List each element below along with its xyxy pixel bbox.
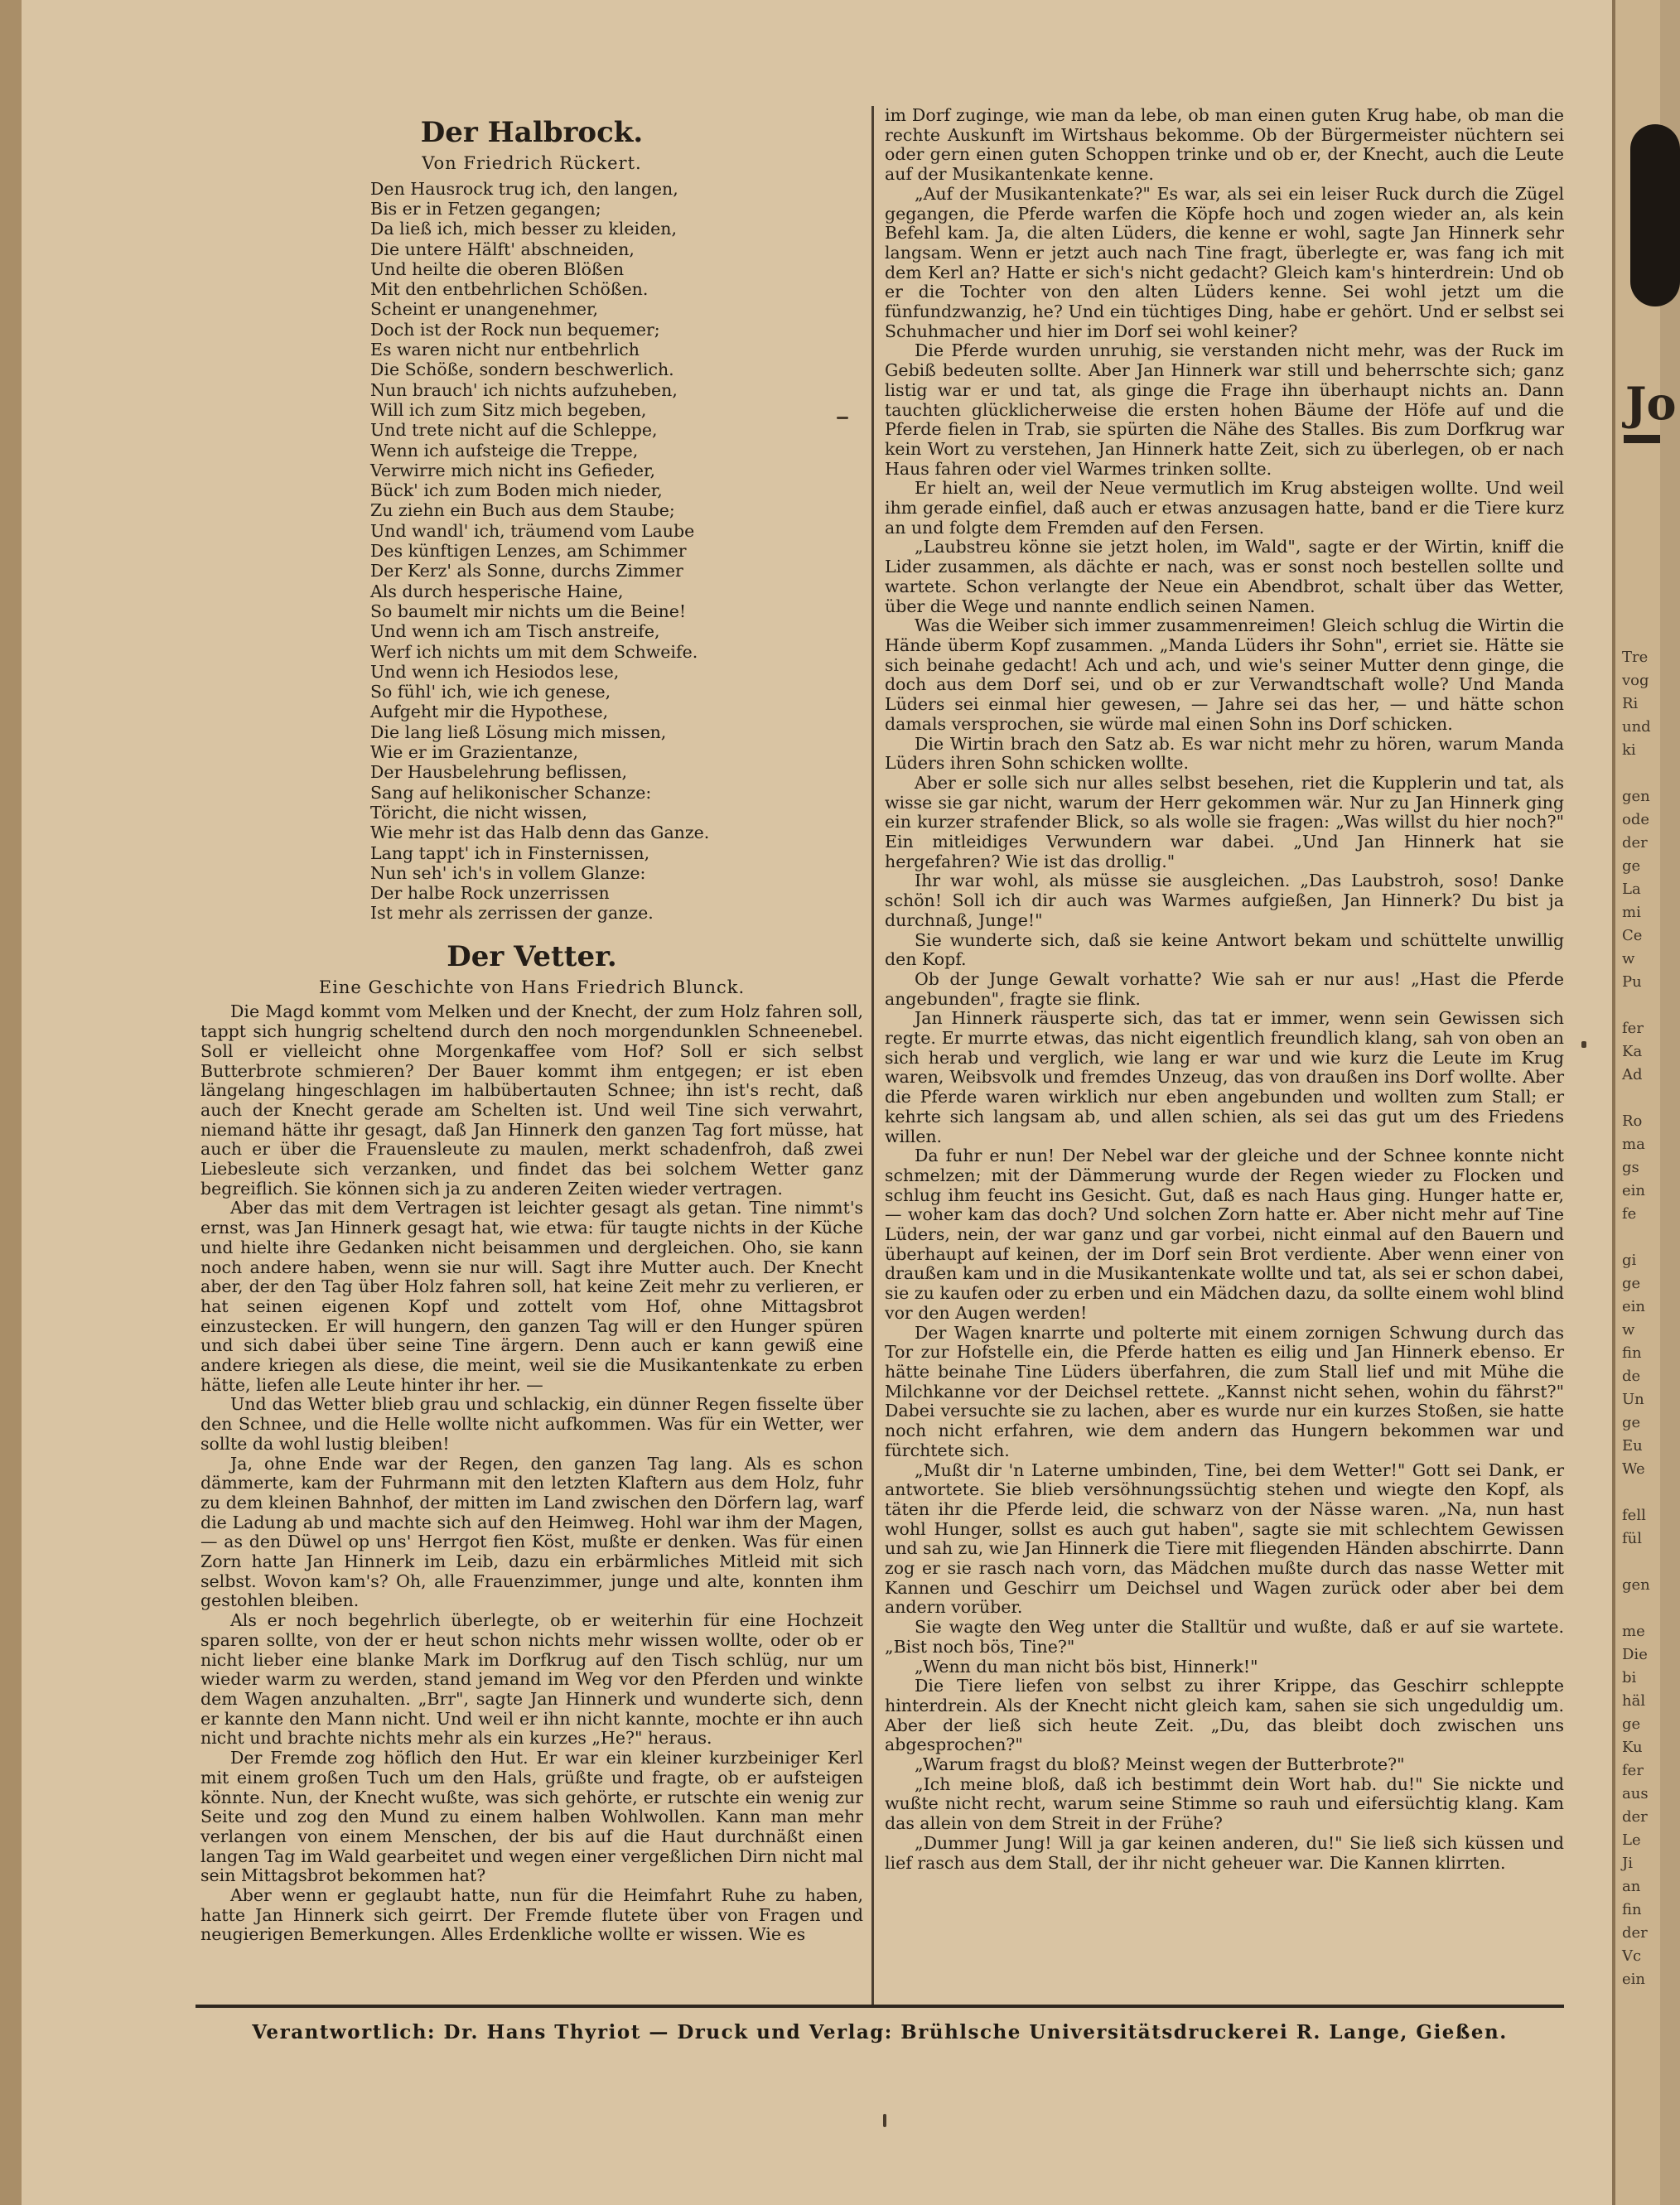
adjacent-page-fragment: ma <box>1622 1136 1645 1153</box>
adjacent-page-fragment: Ro <box>1622 1112 1643 1130</box>
story-paragraph: Da fuhr er nun! Der Nebel war der gleiche und der Schnee konnte nicht schmelzen; mit der Dämmerung wurde der Regen wieder zu Flocken und schlug ihm feucht ins Gesicht. Gut, daß es nach Haus ging. Hunger hatte er, — woher kam das doch? Und solchen Zorn hatte er. Aber nicht mehr auf Tine Lüders, nein, der war ganz und gar vorbei, nicht einmal auf den Bauern und überhaupt auf keinen, der im Dorf sein Brot verdiente. Aber wenn einer von draußen kam und in die Musikantenkate wollte und tat, als sei er schon dabei, sie zu kaufen oder zu erben und ein Mädchen dazu, da sollte einem wohl blind vor den Augen werden! <box>885 1146 1564 1323</box>
adjacent-page-fragment: fell <box>1622 1507 1646 1524</box>
poem-line: Sang auf helikonischer Schanze: <box>370 782 652 803</box>
adjacent-page-fragment: ein <box>1622 1971 1646 1988</box>
poem-line: Und trete nicht auf die Schleppe, <box>370 420 658 441</box>
adjacent-page-fragment: der <box>1622 834 1648 852</box>
poem-line: Die lang ließ Lösung mich missen, <box>370 721 667 742</box>
poem-line: Mit den entbehrlichen Schößen. <box>370 279 649 300</box>
adjacent-page-rule <box>1624 435 1660 443</box>
left-column <box>200 106 863 1945</box>
story-paragraph: Ob der Junge Gewalt vorhatte? Wie sah er nur aus! „Hast die Pferde angebunden", fragte sie flink. <box>885 968 1564 1009</box>
poem-line: Der halbe Rock unzerrissen <box>370 883 610 904</box>
adjacent-page-text-fragments <box>1622 646 1658 1991</box>
column-divider <box>871 106 874 2005</box>
story-paragraph: Die Wirtin brach den Satz ab. Es war nicht mehr zu hören, warum Manda Lüders ihren Sohn schicken wollte. <box>885 733 1564 774</box>
adjacent-page-fragment: Vc <box>1622 1947 1642 1965</box>
story-paragraph: Die Tiere liefen von selbst zu ihrer Krippe, das Geschirr schleppte hinterdrein. Als der Knecht nicht gleich kam, sahen sie sich ungeduldig um. Aber der ließ sich heute Zeit. „Du, das bleibt doch zwischen uns abgesprochen?" <box>885 1676 1564 1755</box>
adjacent-page-fragment: Tre <box>1622 649 1649 666</box>
story-paragraph: Ihr war wohl, als müsse sie ausgleichen. „Das Laubstroh, soso! Danke schön! Soll ich dir auch was Warmes aufgießen, Jan Hinnerk? Du bist ja durchnaß, Junge!" <box>885 871 1564 930</box>
adjacent-page-fragment: aus <box>1622 1785 1649 1802</box>
story-byline: Eine Geschichte von Hans Friedrich Blunck. <box>318 977 746 997</box>
adjacent-page-fragment: häl <box>1622 1692 1646 1710</box>
adjacent-page-fragment: ge <box>1622 1715 1641 1733</box>
adjacent-page-fragment: fin <box>1622 1344 1642 1362</box>
poem-line: So baumelt mir nichts um die Beine! <box>370 601 687 621</box>
adjacent-page-fragment: Le <box>1622 1831 1641 1849</box>
story-paragraph: Sie wunderte sich, daß sie keine Antwort bekam und schüttelte unwillig den Kopf. <box>885 929 1564 970</box>
poem-byline: Von Friedrich Rückert. <box>422 153 642 173</box>
poem-line: So fühl' ich, wie ich genese, <box>370 682 611 702</box>
story-paragraph: Aber er solle sich nur alles selbst besehen, riet die Kupplerin und tat, als wisse sie gar nicht, warum der Herr gekommen wär. Nur zu Jan Hinnerk ging ein kurzer strafender Blick, so als wolle sie fragen: „Was willst du hier noch?" Ein mitleidiges Verwundern war dabei. „Und Jan Hinnerk hat sie hergefahren? Wie ist das drollig." <box>885 772 1564 871</box>
adjacent-page-fragment: gi <box>1622 1252 1637 1269</box>
poem-line: Zu ziehn ein Buch aus dem Staube; <box>370 500 675 521</box>
print-speck <box>837 417 848 419</box>
poem-line: Nun brauch' ich nichts aufzuheben, <box>370 379 678 400</box>
story-paragraph: Jan Hinnerk räusperte sich, das tat er immer, wenn sein Gewissen sich regte. Er murrte etwas, das nicht eigentlich freundlich klang, sah von oben an sich herab und verglich, wie lang er war und wie kurz die Leute im Krug waren, Weibsvolk und fremdes Unzeug, das von draußen ins Dorf wollte. Aber die Pferde waren wirklich nur eben angebunden und wollten zum Stall; er kehrte sich langsam ab, und allen schien, als sei das gut um des Friedens willen. <box>885 1008 1564 1146</box>
adjacent-page-heading: Jo <box>1625 377 1677 430</box>
adjacent-page-edge <box>1612 0 1677 2205</box>
adjacent-page-fragment: Ka <box>1622 1043 1643 1060</box>
adjacent-page-fragment: Ri <box>1622 695 1639 712</box>
adjacent-page-fragment: Ad <box>1622 1066 1643 1083</box>
adjacent-page-fragment: vog <box>1622 672 1649 689</box>
print-speck <box>1581 1041 1586 1048</box>
poem-line: Will ich zum Sitz mich begeben, <box>370 399 647 420</box>
adjacent-page-fragment: mi <box>1622 904 1641 921</box>
right-column <box>885 106 1564 1873</box>
poem-line: Wie mehr ist das Halb denn das Ganze. <box>370 823 710 843</box>
adjacent-page-fragment: La <box>1622 881 1641 898</box>
adjacent-page-fragment: ge <box>1622 857 1641 875</box>
poem-line: Den Hausrock trug ich, den langen, <box>370 178 678 199</box>
story-right-body <box>885 185 1564 1873</box>
story-paragraph: Sie wagte den Weg unter die Stalltür und wußte, daß er auf sie wartete. „Bist noch bös, Tine?" <box>885 1617 1564 1657</box>
story-paragraph: Und das Wetter blieb grau und schlackig, ein dünner Regen fisselte über den Schnee, und die Helle wollte nicht aufkommen. Was für ein Wetter, wer sollte da wohl lustig bleiben! <box>200 1394 863 1454</box>
poem-line: Scheint er unangenehmer, <box>370 299 599 320</box>
poem-line: Des künftigen Lenzes, am Schimmer <box>370 541 687 562</box>
story-paragraph: „Dummer Jung! Will ja gar keinen anderen, du!" Sie ließ sich küssen und lief rasch aus dem Stall, der ihr nicht geheuer war. Die Kannen klirrten. <box>885 1832 1564 1873</box>
adjacent-page-fragment: fin <box>1622 1901 1642 1918</box>
adjacent-page-fragment: ein <box>1622 1182 1646 1199</box>
poem-line: Verwirre mich nicht ins Gefieder, <box>370 460 656 480</box>
adjacent-page-fragment <box>1622 762 1658 785</box>
story-paragraph: „Laubstreu könne sie jetzt holen, im Wald", sagte er der Wirtin, kniff die Lider zusammen, als dächte er nach, was er sonst noch bestellen sollte und wartete. Schon verlangte der Neue ein Abendbrot, schalt über das Wetter, über die Wege und nannte endlich seinen Namen. <box>885 537 1564 616</box>
adjacent-page-fragment <box>1622 1551 1658 1574</box>
poem-line: Ist mehr als zerrissen der ganze. <box>370 903 654 924</box>
story-paragraph: „Warum fragst du bloß? Meinst wegen der Butterbrote?" <box>915 1754 1405 1775</box>
adjacent-page-fragment: Un <box>1622 1391 1644 1408</box>
adjacent-page-ink-mark <box>1630 124 1680 306</box>
adjacent-page-fragment: fül <box>1622 1530 1643 1547</box>
print-speck <box>883 2114 886 2127</box>
poem-line: Wie er im Grazientanze, <box>370 742 579 763</box>
story-paragraph: Aber wenn er geglaubt hatte, nun für die Heimfahrt Ruhe zu haben, hatte Jan Hinnerk sich geirrt. Der Fremde flutete über von Fragen und neugierigen Bemerkungen. Alles Erdenkliche wollte er wissen. Wie es <box>200 1885 863 1945</box>
adjacent-page-fragment: fe <box>1622 1205 1637 1223</box>
story-paragraph: Als er noch begehrlich überlegte, ob er weiterhin für eine Hochzeit sparen sollte, von der er heut schon nichts mehr wissen wollte, oder ob er nicht lieber eine blanke Mark im Dorfkrug auf den Tisch schlüg, nur um wieder warm zu werden, stand jemand im Weg vor den Pferden und winkte dem Wagen anzuhalten. „Brr", sagte Jan Hinnerk und wunderte sich, denn er kannte den Mann nicht. Und weil er ihn nicht kannte, mochte er ihn auch nicht und brachte nichts mehr als ein kurzes „He?" heraus. <box>200 1610 863 1749</box>
poem-line: Bis er in Fetzen gegangen; <box>370 199 601 219</box>
adjacent-page-fragment: gen <box>1622 788 1650 805</box>
adjacent-page-fragment: gs <box>1622 1159 1639 1176</box>
adjacent-page-fragment <box>1622 1481 1658 1504</box>
adjacent-page-fragment: w <box>1622 1321 1635 1339</box>
poem-line: Und wandl' ich, träumend vom Laube <box>370 520 695 541</box>
poem-line: Nun seh' ich's in vollem Glanze: <box>370 862 646 883</box>
poem-line: Die Schöße, sondern beschwerlich. <box>370 359 674 380</box>
poem-line: Der Hausbelehrung beflissen, <box>370 762 628 783</box>
adjacent-page-fragment: bi <box>1622 1669 1637 1686</box>
poem-line: Aufgeht mir die Hypothese, <box>370 702 609 722</box>
page-gutter-shadow <box>0 0 22 2205</box>
adjacent-page-fragment: de <box>1622 1368 1641 1385</box>
story-paragraph: Aber das mit dem Vertragen ist leichter gesagt als getan. Tine nimmt's ernst, was Jan Hinnerk gesagt hat, wie etwa: für taugte nichts in der Küche und hielte ihre Gedanken nicht beisammen und dergleichen. Oho, sie kann noch andere haben, wenn sie nur will. Sagt ihre Mutter auch. Der Knecht aber, der den Tag über Holz fahren soll, hat keine Zeit mehr zu verlieren, er hat seinen eigenen Kopf und zottelt vom Hof, ohne Mittagsbrot einzustecken. Er will hungern, den ganzen Tag will er den Hunger spüren und sich dabei über seine Tine ärgern. Denn auch er kann gewiß eine andere kriegen als diese, die meint, weil sie die Musikantenkate zu erben hätte, liefen alle Leute hinter ihr her. — <box>200 1198 863 1395</box>
poem-line: Und wenn ich am Tisch anstreife, <box>370 621 660 642</box>
footer-rule <box>196 2005 1564 2008</box>
story-paragraph: Er hielt an, weil der Neue vermutlich im Krug absteigen wollte. Und weil ihm gerade einfiel, daß auch er etwas anzusagen hatte, band er die Tiere kurz an und folgte dem Fremden auf den Fersen. <box>885 478 1564 538</box>
adjacent-page-fragment: ge <box>1622 1275 1641 1292</box>
story-paragraph: „Ich meine bloß, daß ich bestimmt dein Wort hab. du!" Sie nickte und wußte nicht recht, warum seine Stimme so rauh und eifersüchtig klang. Kam das allein von dem Streit in der Frühe? <box>885 1773 1564 1834</box>
poem-line: Es waren nicht nur entbehrlich <box>370 340 640 360</box>
poem-line: Als durch hesperische Haine, <box>370 581 624 601</box>
story-paragraph: Die Magd kommt vom Melken und der Knecht, der zum Holz fahren soll, tappt sich hungrig scheltend durch den noch morgendunklen Schneenebel. Soll er vielleicht ohne Morgenkaffee vom Hof? Soll er sich selbst Butterbrote schmieren? Der Bauer kommt ihm entgegen; er ist eben längelang hingeschlagen im halbübertauten Schnee; ihn ist's recht, daß auch der Knecht gerade am Schelten ist. Und weil Tine sich verwahrt, niemand hätte ihr gesagt, daß Jan Hinnerk den ganzen Tag fort müsse, hat auch er über die Frauensleute zu maulen, merkt schadenfroh, daß zwei Liebesleute sich verzanken, und findet das bei solchem Wetter ganz begreiflich. Sie können sich ja zu anderen Zeiten wieder vertragen. <box>200 1001 863 1199</box>
poem-line: Und wenn ich Hesiodos lese, <box>370 661 620 682</box>
adjacent-page-fragment <box>1622 1597 1658 1620</box>
adjacent-page-fragment: Eu <box>1622 1437 1643 1455</box>
story-paragraph: „Wenn du man nicht bös bist, Hinnerk!" <box>915 1656 1258 1677</box>
adjacent-page-fragment: w <box>1622 950 1635 967</box>
story-paragraph: Ja, ohne Ende war der Regen, den ganzen Tag lang. Als es schon dämmerte, kam der Fuhrmann mit den letzten Klaftern aus dem Holz, fuhr zu dem kleinen Bahnhof, der mitten im Land zwischen den Dörfern lag, warf die Ladung ab und machte sich auf den Heimweg. Hohl war ihm der Magen, — as den Düwel op uns' Herrgot fien Köst, mußte er denken. Was für einen Zorn hatte Jan Hinnerk im Leib, dazu ein erbärmliches Mitleid mit sich selbst. Wovon kam's? Oh, alle Frauenzimmer, junge und alte, konnten ihm gestohlen bleiben. <box>200 1453 863 1611</box>
adjacent-page-fragment: Die <box>1622 1646 1648 1663</box>
adjacent-page-fragment: ein <box>1622 1298 1646 1315</box>
poem-line: Wenn ich aufsteige die Treppe, <box>370 440 639 461</box>
adjacent-page-fragment: Ce <box>1622 927 1643 944</box>
story-title: Der Vetter. <box>447 939 617 973</box>
adjacent-page-fragment: fer <box>1622 1762 1644 1779</box>
poem-line: Die untere Hälft' abschneiden, <box>370 239 635 259</box>
adjacent-page-fragment: der <box>1622 1808 1648 1826</box>
poem-line: Töricht, die nicht wissen, <box>370 802 588 823</box>
adjacent-page-fragment <box>1622 1226 1658 1249</box>
poem-title: Der Halbrock. <box>420 116 644 149</box>
adjacent-page-fragment: We <box>1622 1460 1645 1478</box>
adjacent-page-fragment: gen <box>1622 1576 1650 1594</box>
story-paragraph: „Mußt dir 'n Laterne umbinden, Tine, bei dem Wetter!" Gott sei Dank, er antwortete. Sie blieb versöhnungssüchtig stehen und wiegte den Kopf, als täten ihr die Pferde leid, die schwarz von der Nässe waren. „Na, nun hast wohl Hunger, sollst es auch gut haben", sagte sie mit schlechtem Gewissen und sah zu, wie Jan Hinnerk die Tiere mit fliegenden Händen abschirrte. Dann zog er sie rasch nach vorn, das Mädchen mußte durch das nasse Wetter mit Kannen und Geschirr um Deichsel und Wagen zurück oder aber bei dem andern vorüber. <box>885 1460 1564 1618</box>
adjacent-page-fragment: ge <box>1622 1414 1641 1431</box>
story-left-body <box>200 1002 863 1945</box>
story-continuation: im Dorf zuginge, wie man da lebe, ob man einen guten Krug habe, ob man die rechte Auskunft im Wirtshaus bekomme. Ob der Bürgermeister nüchtern sei oder gern einen guten Schoppen trinke und ob er, der Knecht, auch die Leute auf der Musikantenkate kenne. <box>885 105 1564 185</box>
story-paragraph: Der Wagen knarrte und polterte mit einem zornigen Schwung durch das Tor zur Hofstelle ein, die Pferde hatten es eilig und Jan Hinnerk ebenso. Er hätte beinahe Tine Lüders überfahren, die zum Stall lief und mit Mühe die Milchkanne vor der Deichsel rettete. „Kannst nicht sehen, wohin du fährst?" Dabei versuchte sie zu lachen, aber es wurde nur ein kurzes Stoßen, sie hatte noch nicht erfahren, wie dem andern das Hungern bekommen war und fürchtete sich. <box>885 1322 1564 1460</box>
adjacent-page-fragment: fer <box>1622 1020 1644 1037</box>
adjacent-page-fragment: ode <box>1622 811 1650 828</box>
adjacent-page-fragment <box>1622 1087 1658 1110</box>
poem-line: Doch ist der Rock nun bequemer; <box>370 319 660 340</box>
poem-line: Da ließ ich, mich besser zu kleiden, <box>370 219 678 239</box>
adjacent-page-fragment: Pu <box>1622 973 1642 991</box>
imprint-footer: Verantwortlich: Dr. Hans Thyriot — Druck und Verlag: Brühlsche Universitätsdruckerei R. Lange, Gießen. <box>252 2021 1508 2043</box>
story-paragraph: „Auf der Musikantenkate?" Es war, als sei ein leiser Ruck durch die Zügel gegangen, die Pferde warfen die Köpfe hoch und zogen wieder an, als kein Befehl kam. Ja, die alten Lüders, die kenne er wohl, sagte Jan Hinnerk sehr langsam. Wenn er jetzt auch nach Tine fragt, überlegte er, was fang ich mit dem Kerl an? Hatte er sich's nicht gedacht? Gleich kam's hinterdrein: Und ob er die Tochter von den alten Lüders kenne. Sei wohl jetzt um die fünfundzwanzig, he? Und ein tüchtiges Ding, habe er gehört. Und er selbst sei Schuhmacher und hier im Dorf sei wohl keiner? <box>885 183 1564 341</box>
adjacent-page-fragment: der <box>1622 1924 1648 1942</box>
adjacent-page-fragment: me <box>1622 1623 1645 1640</box>
story-paragraph: Der Fremde zog höflich den Hut. Er war ein kleiner kurzbeiniger Kerl mit einem großen Tuch um den Hals, grüßte und fragte, ob er aufsteigen könnte. Nun, der Knecht wußte, was sich gehörte, er rutschte ein wenig zur Seite und zog den Mund zu einem halben Wohlwollen. Kann man mehr verlangen von einem Menschen, der bis auf die Haut durchnäßt einen langen Tag im Wald gearbeitet und wegen einer vergeßlichen Dirn nicht mal sein Mittagsbrot bekommen hat? <box>200 1748 863 1886</box>
poem-line: Werf ich nichts um mit dem Schweife. <box>370 641 698 662</box>
adjacent-page-fragment: Ku <box>1622 1739 1643 1756</box>
poem-line: Lang tappt' ich in Finsternissen, <box>370 842 650 863</box>
poem-line: Und heilte die oberen Blößen <box>370 258 625 279</box>
adjacent-page-fragment <box>1622 994 1658 1017</box>
adjacent-page-fragment: ki <box>1622 741 1636 759</box>
poem-line: Der Kerz' als Sonne, durchs Zimmer <box>370 561 683 581</box>
poem-line: Bück' ich zum Boden mich nieder, <box>370 480 663 501</box>
story-paragraph: Was die Weiber sich immer zusammenreimen! Gleich schlug die Wirtin die Hände überm Kopf zusammen. „Manda Lüders ihr Sohn", erriet sie. Hätte sie sich beinahe gedacht! Ach und ach, und wie's seiner Mutter denn ginge, die doch aus dem Dorf sei, und ob er zur Verwandtschaft wolle? Und Manda Lüders sei einmal hier gewesen, — Jahre sei das her, — und hätte schon damals versprochen, sie würde mal einen Sohn ins Dorf schicken. <box>885 615 1564 734</box>
adjacent-page-fragment: an <box>1622 1878 1641 1895</box>
poem-body <box>200 179 863 924</box>
story-paragraph: Die Pferde wurden unruhig, sie verstanden nicht mehr, was der Ruck im Gebiß bedeuten sollte. Aber Jan Hinnerk war still und beherrschte sich; ganz listig war er und tat, als ginge die Frage ihn überhaupt nichts an. Dann tauchten glücklicherweise die ersten hohen Bäume der Höfe auf und die Pferde fielen in Trab, sie spürten die Nähe des Stalles. Bis zum Dorfkrug war kein Wort zu verstehen, Jan Hinnerk hatte Zeit, sich zu überlegen, ob er nach Haus fahren oder viel Warmes trinken sollte. <box>885 340 1564 479</box>
adjacent-page-fragment: Ji <box>1622 1855 1633 1872</box>
adjacent-page-fragment: und <box>1622 718 1651 736</box>
